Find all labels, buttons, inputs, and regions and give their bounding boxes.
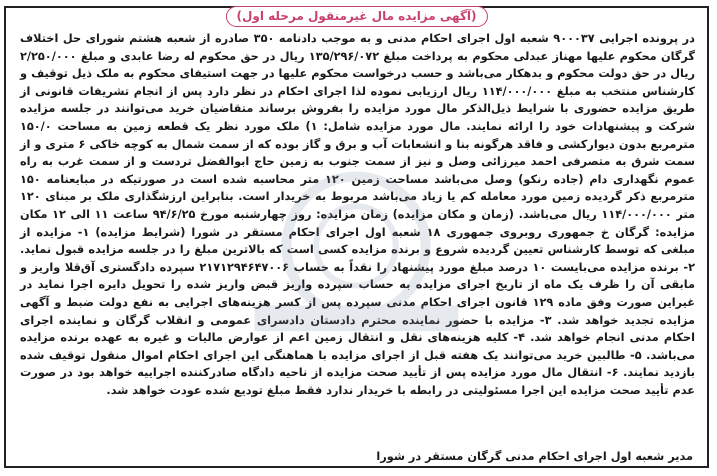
- notice-frame: [4, 6, 709, 468]
- notice-signature: مدیر شعبه اول اجرای احکام مدنی گرگان مستقر در شورا: [376, 450, 693, 463]
- notice-title: (آگهی مزایده مال غیرمنقول مرحله اول): [225, 6, 487, 27]
- notice-body: در پرونده اجرایی ۹۰۰۰۳۷ شعبه اول اجرای احکام مدنی و به موجب دادنامه ۳۵۰ صادره از شعبه هشتم شورای حل اختلاف گرگان محکوم علیها مهناز عبدلی محکوم به پرداخت مبلغ ۱۳۵/۲۹۶/۰۷۲ ریال در حق محکوم له رضا عابدی و مبلغ ۲/۲۵۰/۰۰۰ ریال در حق دولت محکوم و بدهکار می‌باشد و حسب درخواست محکوم علیها در جهت استیفای محکوم به ملک ذیل توقیف و کارشناس منتخب به مبلغ ۱۱۴/۰۰۰/۰۰۰ ریال ارزیابی نموده لذا اجرای احکام در نظر دارد پس از انجام تشریفات قانونی از طریق مزایده حضوری با شرایط ذیل‌الذکر مال مورد مزایده را بفروش برساند متقاضیان خرید می‌توانند در جلسه مزایده شرکت و پیشنهادات خود را ارائه نمایند. مال مورد مزایده شامل: ۱) ملک مورد نظر یک قطعه زمین به مساحت ۱۵۰/۰ مترمربع بدون دیوارکشی و فاقد هرگونه بنا و انشعابات آب و برق و گاز بوده که از سمت شمال به کوچه خاکی ۶ متری و از سمت شرق به متصرفی احمد میرزائی وصل و نیز از سمت جنوب به زمین حاج ابوالفضل تردست و از سمت غرب به راه عموم نگهداری دام (جاده رنکو) وصل می‌باشد مساحت زمین ۱۲۰ متر محاسبه شده است در صورتیکه در مبایعنامه ۱۵۰ مترمربع ذکر گردیده زمین مورد معامله کم یا زیاد می‌باشد مربوط به خریدار است. بنابراین ارزشگذاری ملک بر مبنای ۱۲۰ متر ۱۱۴/۰۰۰/۰۰۰ ریال می‌باشد. (زمان و مکان مزایده) زمان مزایده: روز چهارشنبه مورخ ۹۴/۶/۲۵ ساعت ۱۱ الی ۱۲ مکان مزایده: گرگان خ جمهوری روبروی جمهوری ۱۸ شعبه اول اجرای احکام مستقر در شورا (شرایط مزایده) ۱- مزایده از مبلغی که توسط کارشناس تعیین گردیده شروع و برنده مزایده کسی است که بالاترین مبلغ را در جلسه مزایده قبول نماید. ۲- برنده مزایده می‌بایست ۱۰ درصد مبلغ مورد پیشنهاد را نقداً به حساب ۲۱۷۱۲۹۴۶۴۷۰۰۶ سپرده دادگستری آق‌قلا واریز و مابقی آن را ظرف یک ماه از تاریخ اجرای مزایده به حساب سپرده واریز قبض واریز شده را تحویل دایره اجرا نماید در غیراین صورت وفق ماده ۱۲۹ قانون اجرای احکام مدنی سپرده پس از کسر هزینه‌های اجرایی به نفع دولت ضبط و آگهی مزایده تجدید خواهد شد. ۳- مزایده با حضور نماینده محترم دادستان دادسرای عمومی و انقلاب گرگان و نماینده اجرای احکام مدنی انجام خواهد شد. ۴- کلیه هزینه‌های نقل و انتقال زمین اعم از عوارض مالیات و غیره به عهده برنده مزایده می‌باشد. ۵- طالبین خرید می‌توانند یک هفته قبل از اجرای مزایده با هماهنگی این اجرای احکام اموال منقول توقیف شده بازدید نمایند. ۶- انتقال مال مورد مزایده پس از تأیید صحت مزایده از ناحیه دادگاه صادرکننده اجراییه خواهد بود در صورت عدم تأیید صحت مزایده این اجرا مسئولیتی در رابطه با خریدار ندارد فقط مبلغ تودیع شده عودت خواهد شد.: [20, 32, 695, 397]
